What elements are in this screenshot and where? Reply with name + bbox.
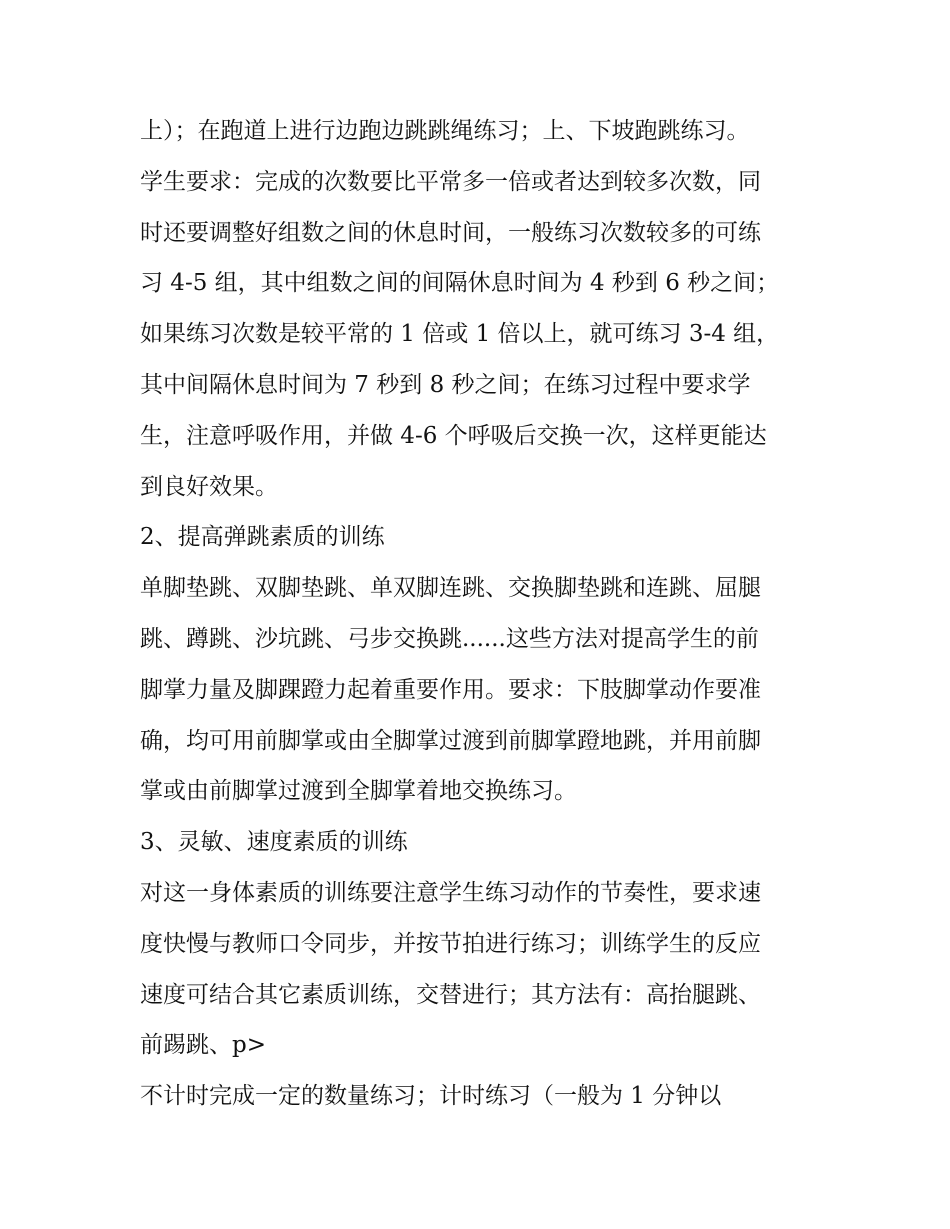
text-line: 脚掌力量及脚踝蹬力起着重要作用。要求：下肢脚掌动作要准 [140,676,761,703]
text-line: 如果练习次数是较平常的 1 倍或 1 倍以上，就可练习 3-4 组， [140,321,780,348]
text-line: 不计时完成一定的数量练习；计时练习（一般为 1 分钟以 [140,1083,722,1110]
text-line: 其中间隔休息时间为 7 秒到 8 秒之间；在练习过程中要求学 [140,371,751,398]
text-line: 时还要调整好组数之间的休息时间，一般练习次数较多的可练 [140,219,761,246]
text-line: 单脚垫跳、双脚垫跳、单双脚连跳、交换脚垫跳和连跳、屈腿 [140,575,761,602]
text-line: 学生要求：完成的次数要比平常多一倍或者达到较多次数，同 [140,168,761,195]
text-line: 前踢跳、p> [140,1032,266,1059]
text-line: 速度可结合其它素质训练，交替进行；其方法有：高抬腿跳、 [140,981,761,1008]
text-line: 习 4-5 组，其中组数之间的间隔休息时间为 4 秒到 6 秒之间； [140,270,780,297]
text-line: 度快慢与教师口令同步，并按节拍进行练习；训练学生的反应 [140,930,761,957]
section-heading-agility-speed-training: 3、灵敏、速度素质的训练 [140,829,408,856]
text-line: 确，均可用前脚掌或由全脚掌过渡到前脚掌蹬地跳，并用前脚 [140,727,761,754]
text-line: 对这一身体素质的训练要注意学生练习动作的节奏性，要求速 [140,879,761,906]
text-line: 掌或由前脚掌过渡到全脚掌着地交换练习。 [140,778,577,805]
section-heading-jump-training: 2、提高弹跳素质的训练 [140,524,385,551]
text-line: 上）；在跑道上进行边跑边跳跳绳练习；上、下坡跑跳练习。 [140,118,750,144]
document-body [140,106,830,1122]
text-line: 生，注意呼吸作用，并做 4-6 个呼吸后交换一次，这样更能达 [140,422,767,449]
text-line: 到良好效果。 [140,473,278,500]
text-line: 跳、蹲跳、沙坑跳、弓步交换跳......这些方法对提高学生的前 [140,625,759,652]
